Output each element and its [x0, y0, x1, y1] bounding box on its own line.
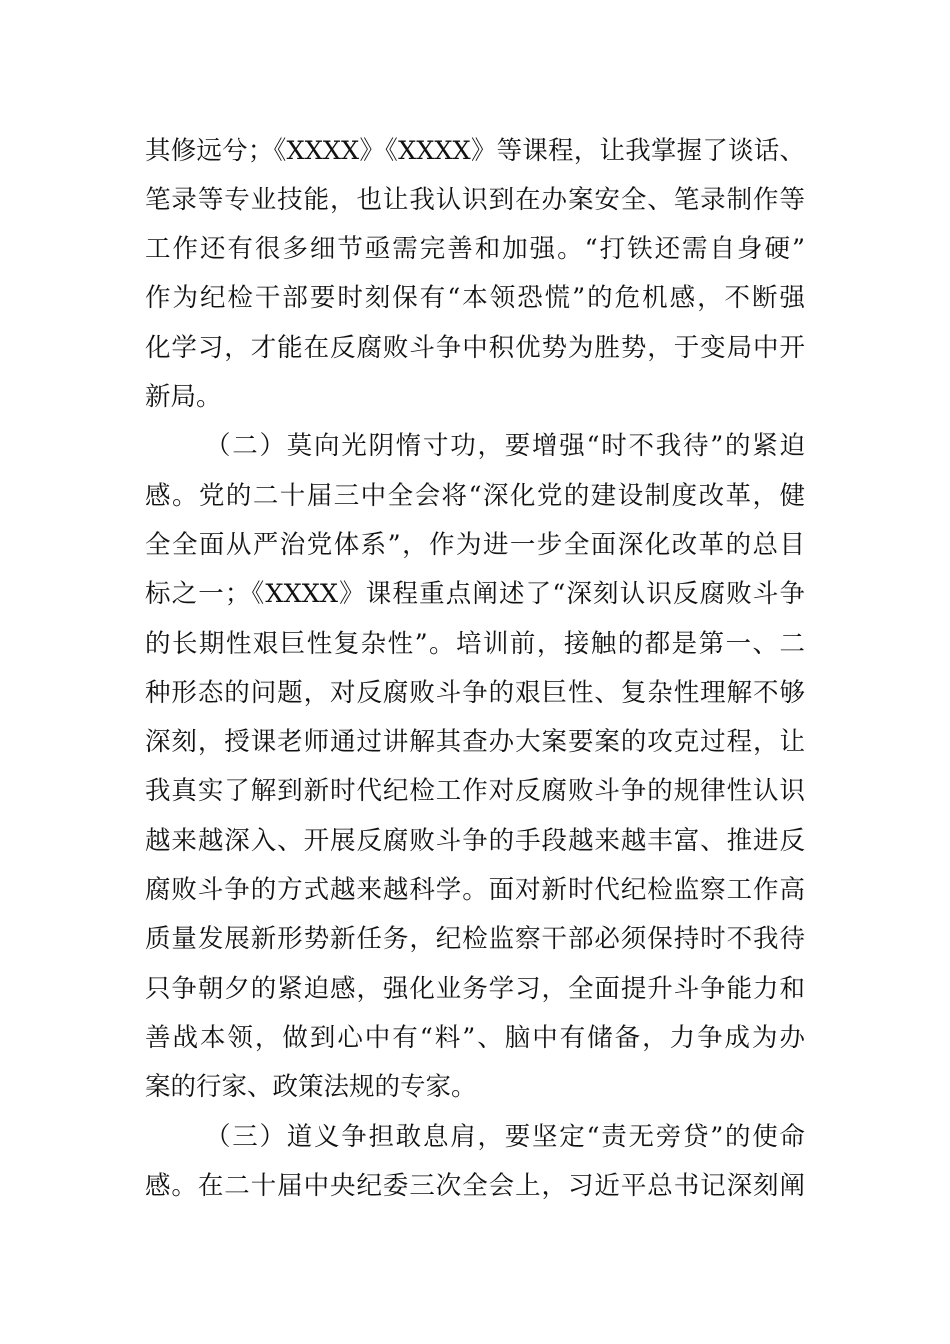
text-line: 笔录等专业技能，也让我认识到在办案安全、笔录制作等: [145, 185, 805, 215]
text-line: 质量发展新形势新任务，纪检监察干部必须保持时不我待: [145, 924, 805, 954]
text-line: 其修远兮；《XXXX》《XXXX》等课程，让我掌握了谈话、: [145, 136, 805, 166]
text-line: 工作还有很多细节亟需完善和加强。“打铁还需自身硬”: [145, 234, 805, 264]
text-line: 新局。: [145, 382, 222, 412]
text-line: 种形态的问题，对反腐败斗争的艰巨性、复杂性理解不够: [145, 678, 805, 708]
text-line: 化学习，才能在反腐败斗争中积优势为胜势，于变局中开: [145, 333, 805, 363]
section-heading-line: （三）道义争担敢息肩，要坚定“责无旁贷”的使命: [205, 1122, 805, 1152]
text-line: 深刻，授课老师通过讲解其查办大案要案的攻克过程，让: [145, 727, 805, 757]
text-line: 感。党的二十届三中全会将“深化党的建设制度改革，健: [145, 481, 805, 511]
text-line: 全全面从严治党体系”，作为进一步全面深化改革的总目: [145, 530, 805, 560]
text-line: 的长期性艰巨性复杂性”。培训前，接触的都是第一、二: [145, 629, 805, 659]
text-line: 标之一；《XXXX》课程重点阐述了“深刻认识反腐败斗争: [145, 579, 805, 609]
text-line: 越来越深入、开展反腐败斗争的手段越来越丰富、推进反: [145, 826, 805, 856]
section-heading-line: （二）莫向光阴惰寸功，要增强“时不我待”的紧迫: [205, 431, 805, 461]
text-line: 善战本领，做到心中有“料”、脑中有储备，力争成为办: [145, 1023, 805, 1053]
text-line: 我真实了解到新时代纪检工作对反腐败斗争的规律性认识: [145, 776, 805, 806]
text-line: 只争朝夕的紧迫感，强化业务学习，全面提升斗争能力和: [145, 974, 805, 1004]
text-line: 作为纪检干部要时刻保有“本领恐慌”的危机感，不断强: [145, 283, 805, 313]
text-line: 感。在二十届中央纪委三次全会上，习近平总书记深刻阐: [145, 1171, 805, 1201]
text-line: 腐败斗争的方式越来越科学。面对新时代纪检监察工作高: [145, 875, 805, 905]
text-line: 案的行家、政策法规的专家。: [145, 1072, 477, 1102]
